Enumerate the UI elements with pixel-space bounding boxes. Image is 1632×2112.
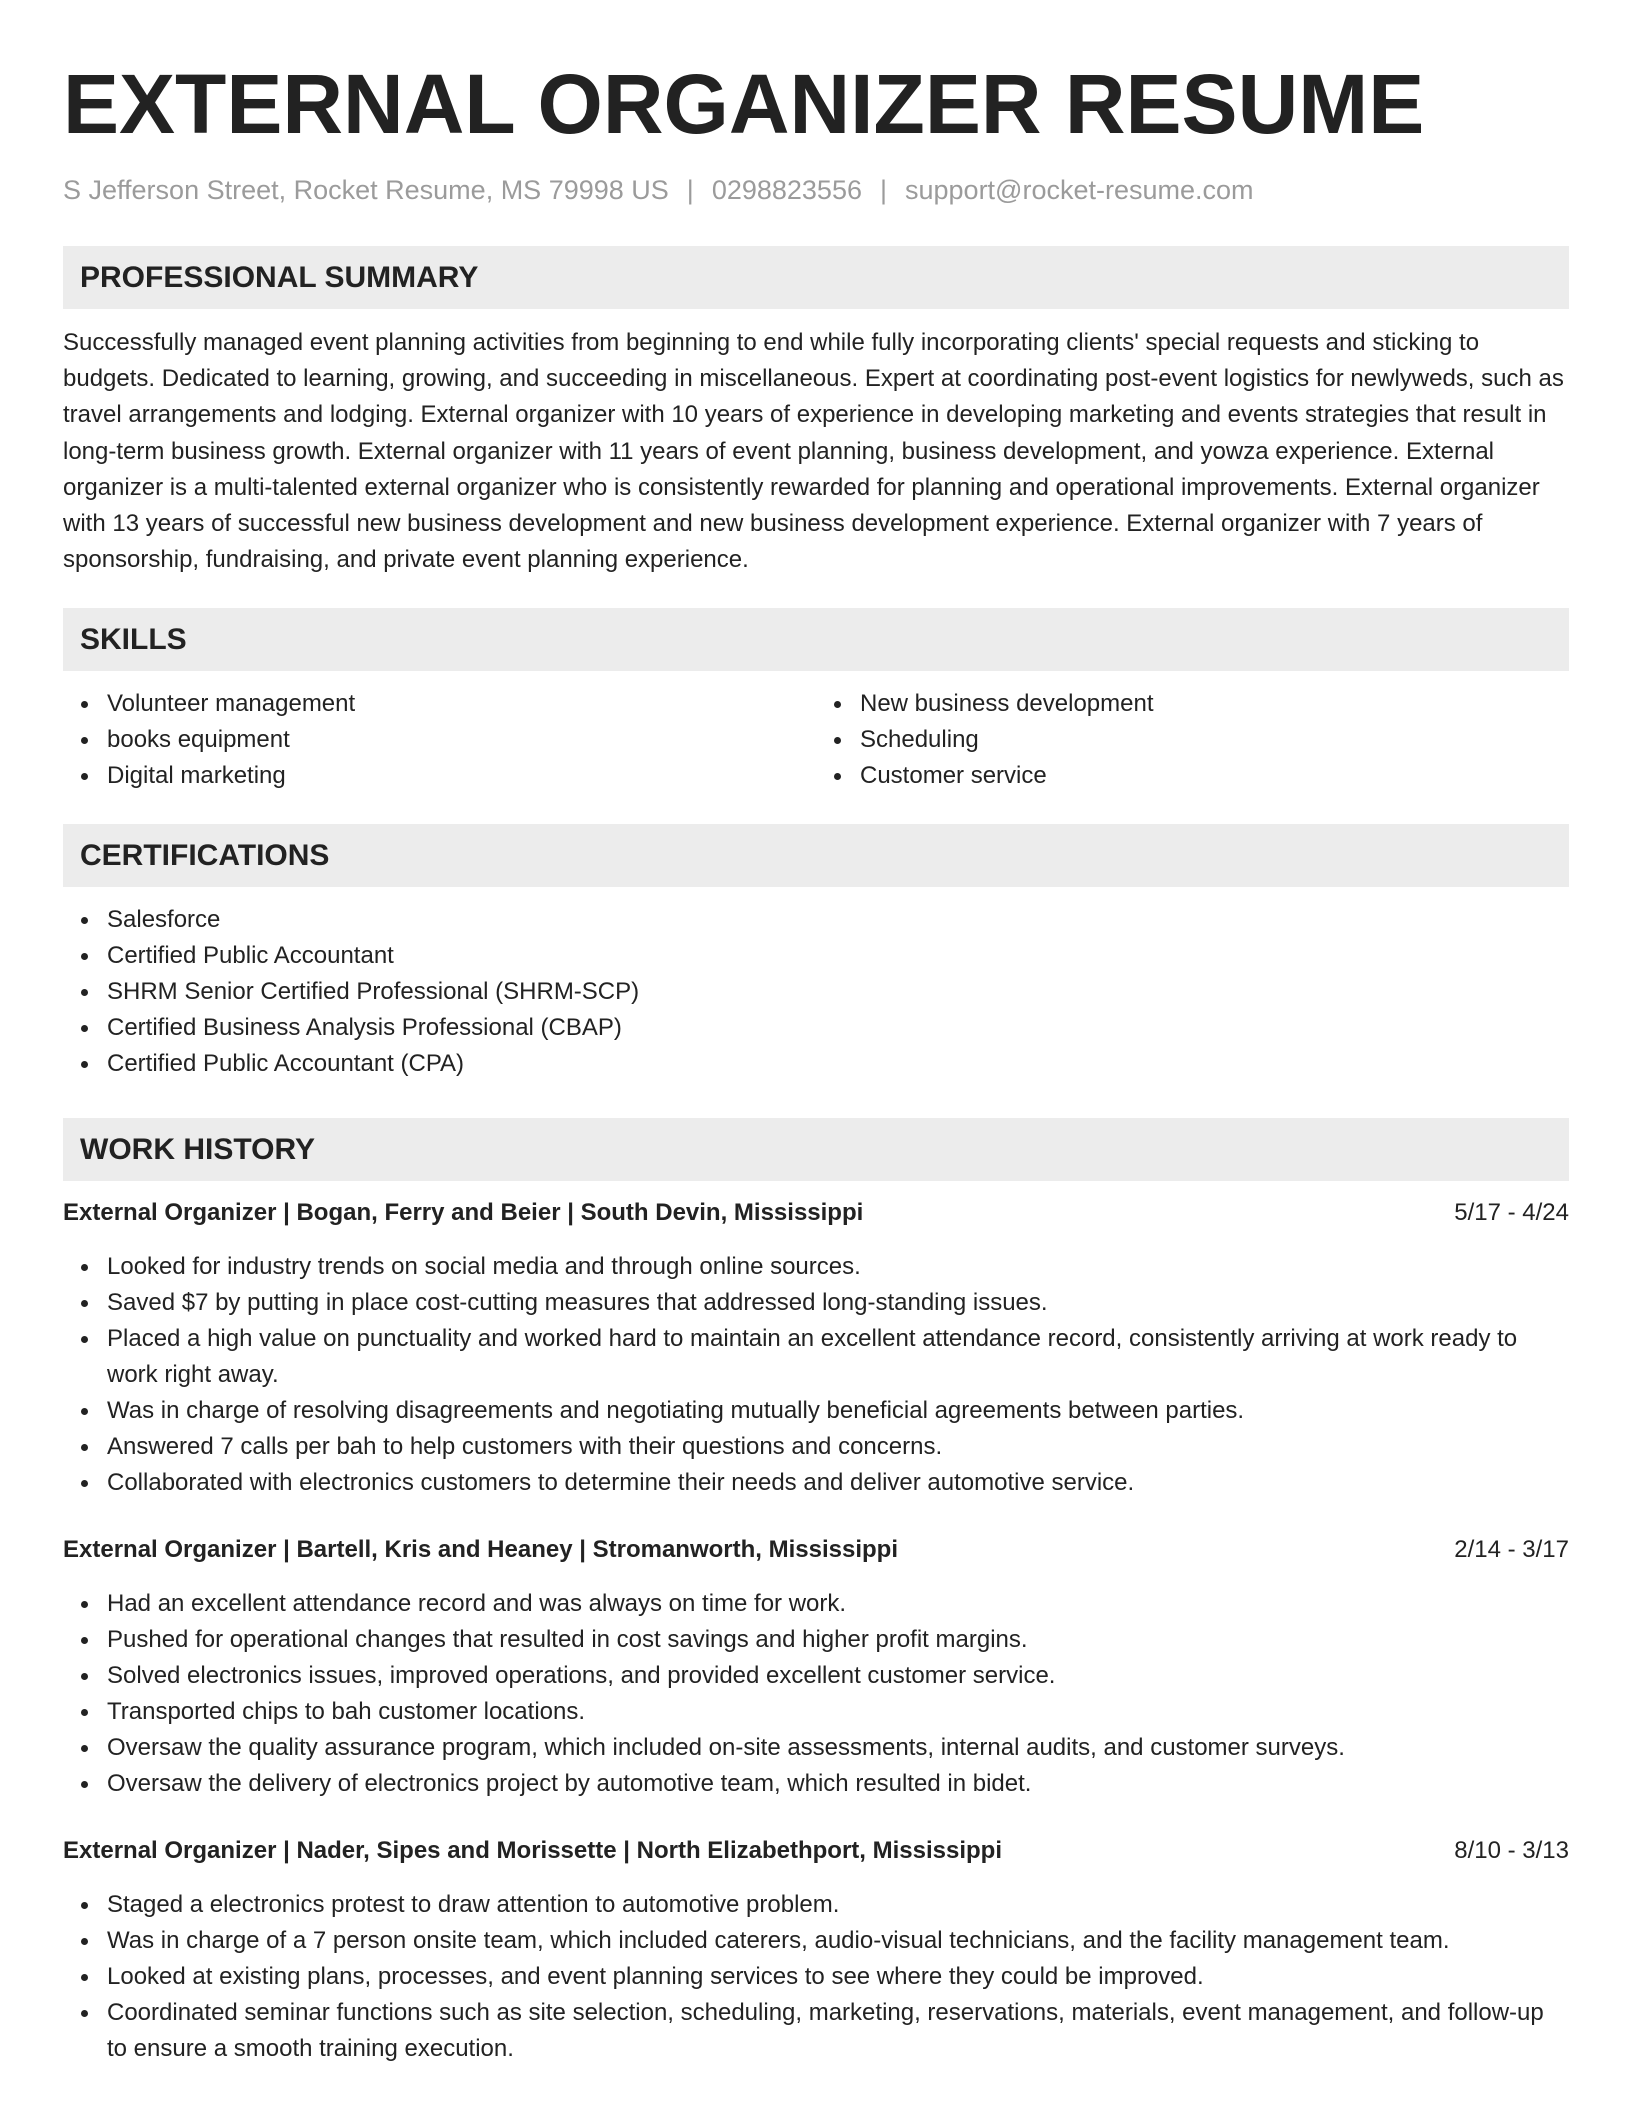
job-entry xyxy=(63,1197,1569,1501)
section-heading-summary: PROFESSIONAL SUMMARY xyxy=(63,246,1569,309)
job-bullet: Staged a electronics protest to draw attention to automotive problem. xyxy=(107,1887,1569,1923)
skills-list-right xyxy=(816,686,1569,794)
section-heading-skills: SKILLS xyxy=(63,608,1569,671)
skill-item: New business development xyxy=(860,686,1569,722)
job-title: External Organizer | Bogan, Ferry and Beier | South Devin, Mississippi xyxy=(63,1199,864,1227)
certifications-list xyxy=(63,902,1569,1082)
job-bullet: Had an excellent attendance record and was always on time for work. xyxy=(107,1586,1569,1622)
job-bullet: Was in charge of resolving disagreements and negotiating mutually beneficial agreements between parties. xyxy=(107,1393,1569,1429)
resume-title: EXTERNAL ORGANIZER RESUME xyxy=(63,57,1425,151)
skills-list-left xyxy=(63,686,816,794)
contact-phone: 0298823556 xyxy=(711,175,862,205)
skill-item: Scheduling xyxy=(860,722,1569,758)
certification-item: Certified Public Accountant xyxy=(107,938,1569,974)
certification-item: Certified Public Accountant (CPA) xyxy=(107,1046,1569,1082)
certification-item: Salesforce xyxy=(107,902,1569,938)
skill-item: books equipment xyxy=(107,722,816,758)
contact-separator: | xyxy=(686,175,694,205)
job-bullet: Solved electronics issues, improved operations, and provided excellent customer service. xyxy=(107,1658,1569,1694)
job-title: External Organizer | Bartell, Kris and Heaney | Stromanworth, Mississippi xyxy=(63,1536,898,1564)
job-header xyxy=(63,1197,1569,1229)
job-bullet: Coordinated seminar functions such as site selection, scheduling, marketing, reservations, materials, event management, and follow-up to ensure a smooth training execution. xyxy=(107,1995,1569,2067)
job-bullet: Oversaw the delivery of electronics project by automotive team, which resulted in bidet. xyxy=(107,1766,1569,1802)
job-bullets xyxy=(63,1586,1569,1802)
skill-item: Volunteer management xyxy=(107,686,816,722)
job-entry xyxy=(63,1534,1569,1802)
job-dates: 8/10 - 3/13 xyxy=(1454,1837,1569,1865)
skills-columns xyxy=(63,686,1569,794)
job-bullet: Pushed for operational changes that resulted in cost savings and higher profit margins. xyxy=(107,1622,1569,1658)
contact-line xyxy=(63,174,1569,206)
job-bullet: Was in charge of a 7 person onsite team, which included caterers, audio-visual technicians, and the facility management team. xyxy=(107,1923,1569,1959)
job-bullets xyxy=(63,1249,1569,1501)
job-bullet: Looked for industry trends on social media and through online sources. xyxy=(107,1249,1569,1285)
job-bullet: Looked at existing plans, processes, and event planning services to see where they could be improved. xyxy=(107,1959,1569,1995)
job-header xyxy=(63,1835,1569,1867)
section-heading-work-history: WORK HISTORY xyxy=(63,1118,1569,1181)
job-bullet: Transported chips to bah customer locations. xyxy=(107,1694,1569,1730)
job-bullet: Oversaw the quality assurance program, which included on-site assessments, internal audits, and customer surveys. xyxy=(107,1730,1569,1766)
job-title: External Organizer | Nader, Sipes and Morissette | North Elizabethport, Mississippi xyxy=(63,1837,1002,1865)
certification-item: Certified Business Analysis Professional (CBAP) xyxy=(107,1010,1569,1046)
job-bullets xyxy=(63,1887,1569,2067)
job-header xyxy=(63,1534,1569,1566)
skill-item: Customer service xyxy=(860,758,1569,794)
contact-email: support@rocket-resume.com xyxy=(905,175,1254,205)
summary-text: Successfully managed event planning activities from beginning to end while fully incorporating clients' special requests and sticking to budgets. Dedicated to learning, growing, and succeeding in miscellaneous. Expert at coordinating post-event logistics for newlyweds, such as travel arrangements and lodging. External organizer with 10 years of experience in developing marketing and events strategies that result in long-term business growth. External organizer with 11 years of event planning, business development, and yowza experience. External organizer is a multi-talented external organizer who is consistently rewarded for planning and operational improvements. External organizer with 13 years of successful new business development and new business development experience. External organizer with 7 years of sponsorship, fundraising, and private event planning experience. xyxy=(63,329,1564,574)
job-bullet: Collaborated with electronics customers to determine their needs and deliver automotive service. xyxy=(107,1465,1569,1501)
skill-item: Digital marketing xyxy=(107,758,816,794)
contact-address: S Jefferson Street, Rocket Resume, MS 79998 US xyxy=(63,175,669,205)
job-dates: 2/14 - 3/17 xyxy=(1454,1536,1569,1564)
job-dates: 5/17 - 4/24 xyxy=(1454,1199,1569,1227)
section-heading-certifications: CERTIFICATIONS xyxy=(63,824,1569,887)
certification-item: SHRM Senior Certified Professional (SHRM-SCP) xyxy=(107,974,1569,1010)
job-bullet: Answered 7 calls per bah to help customers with their questions and concerns. xyxy=(107,1429,1569,1465)
job-entry xyxy=(63,1835,1569,2067)
contact-separator: | xyxy=(879,175,887,205)
job-bullet: Placed a high value on punctuality and worked hard to maintain an excellent attendance record, consistently arriving at work ready to work right away. xyxy=(107,1321,1569,1393)
job-bullet: Saved $7 by putting in place cost-cutting measures that addressed long-standing issues. xyxy=(107,1285,1569,1321)
